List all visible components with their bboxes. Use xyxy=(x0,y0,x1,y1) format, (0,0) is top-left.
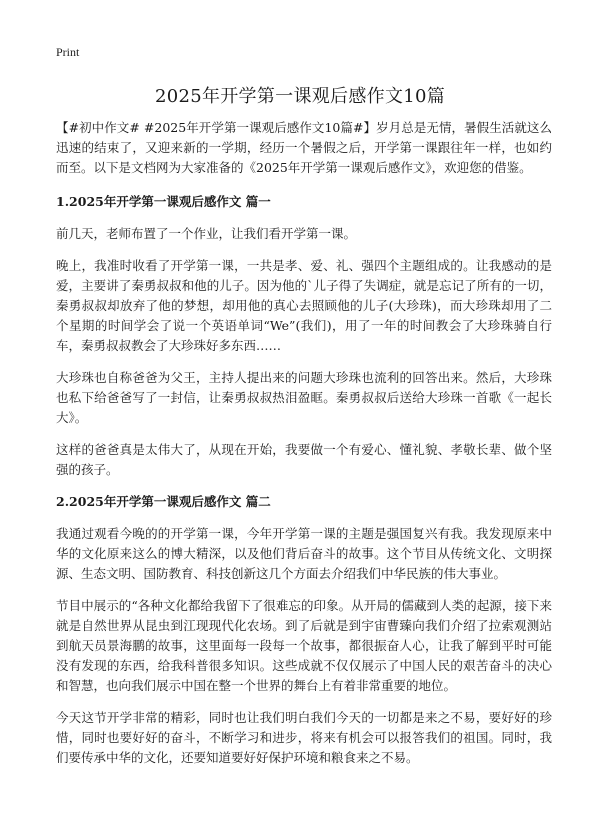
paragraph: 前几天，老师布置了一个作业，让我们看开学第一课。 xyxy=(56,226,357,241)
paragraph: 我通过观看今晚的的开学第一课，今年开学第一课的主题是强国复兴有我。我发现原来中华的文化原来这么的博大精深，以及他们背后奋斗的故事。这个节目从传统文化、文明探源、生态文明、国防教育、科技创新这几个方面去介绍我们中华民族的伟大事业。 xyxy=(56,526,552,581)
document-body xyxy=(56,118,552,780)
intro-paragraph: 【#初中作文# #2025年开学第一课观后感作文10篇#】岁月总是无情，暑假生活就这么迅速的结束了，又迎来新的一学期，经历一个暑假之后，开学第一课跟往年一样，也如约而至。以下是文档网为大家准备的《2025年开学第一课观后感作文》，欢迎您的借鉴。 xyxy=(56,120,552,175)
section-heading-1: 1.2025年开学第一课观后感作文 篇一 xyxy=(56,194,271,209)
paragraph: 今天这节开学非常的精彩，同时也让我们明白我们今天的一切都是来之不易，要好好的珍惜，同时也要好好的奋斗，不断学习和进步，将来有机会可以报答我们的祖国。同时，我们要传承中华的文化，还要知道要好好保护环境和粮食来之不易。 xyxy=(56,710,552,765)
paragraph: 这样的爸爸真是太伟大了，从现在开始，我要做一个有爱心、懂礼貌、孝敬长辈、做个坚强的孩子。 xyxy=(56,442,552,477)
section-heading-2: 2.2025年开学第一课观后感作文 篇二 xyxy=(56,494,271,509)
paragraph: 大珍珠也自称爸爸为父王，主持人提出来的问题大珍珠也流利的回答出来。然后，大珍珠也私下给爸爸写了一封信，让秦勇叔叔热泪盈眶。秦勇叔叔后送给大珍珠一首歌《一起长大》。 xyxy=(56,370,552,425)
document-title: 2025年开学第一课观后感作文10篇 xyxy=(154,86,446,107)
paragraph: 晚上，我准时收看了开学第一课，一共是孝、爱、礼、强四个主题组成的。让我感动的是爱，主要讲了秦勇叔叔和他的儿子。因为他的`儿子得了失调症，就是忘记了所有的一切，秦勇叔叔却放弃了他的梦想，却用他的真心去照顾他的儿子(大珍珠)，而大珍珠却用了二个星期的时间学会了说一个英语单词“We”(我们)，用了一年的时间教会了大珍珠骑自行车，秦勇叔叔教会了大珍珠好多东西…… xyxy=(56,258,552,353)
paragraph: 节目中展示的“各种文化都给我留下了很难忘的印象。从开局的儒藏到人类的起源，接下来就是自然世界从昆虫到江现现代化农场。到了后就是到宇宙曹臻向我们介绍了拉索观测站到航天员景海鹏的故事，这里面每一段每一个故事，都很振奋人心，让我了解到平时可能没有发现的东西，给我科普很多知识。这些成就不仅仅展示了中国人民的艰苦奋斗的决心和智慧，也向我们展示中国在整一个世界的舞台上有着非常重要的地位。 xyxy=(56,598,552,693)
print-label: Print xyxy=(56,45,80,59)
